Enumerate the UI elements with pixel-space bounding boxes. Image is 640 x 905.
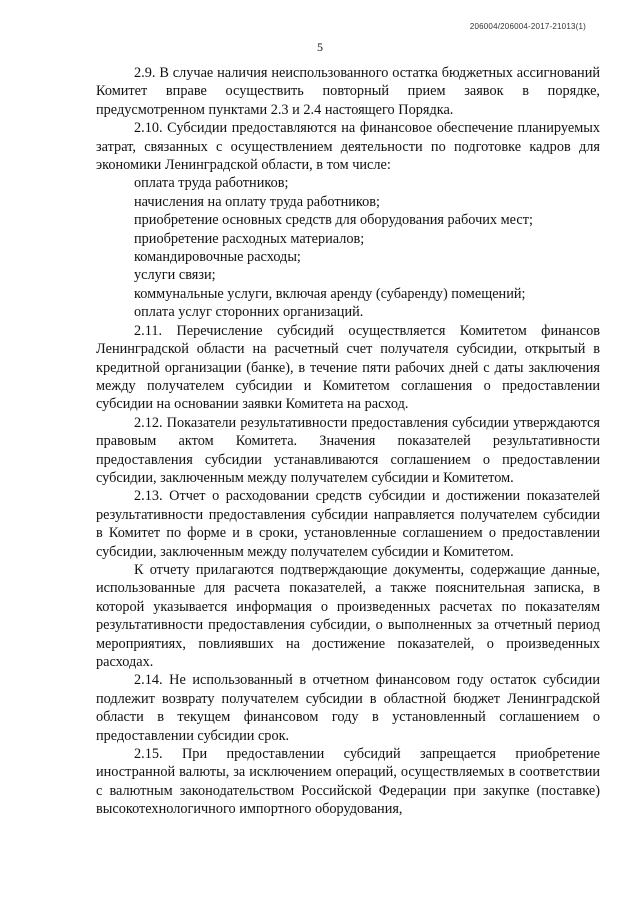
list-item: оплата услуг сторонних организаций. bbox=[134, 304, 364, 321]
paragraph-2-15: 2.15. При предоставлении субсидий запрещается приобретение иностранной валюты, за исключением операций, осуществляемых в соответствии с валютным законодательством Российской Федерации при закупке (поставке) высокотехнологичного импортного оборудования, bbox=[96, 746, 600, 818]
list-item: приобретение основных средств для оборудования рабочих мест; bbox=[134, 212, 533, 229]
document-body bbox=[96, 64, 600, 819]
list-item: услуги связи; bbox=[134, 267, 216, 284]
paragraph-2-10: 2.10. Субсидии предоставляются на финансовое обеспечение планируемых затрат, связанных с осуществлением деятельности по подготовке кадров для экономики Ленинградской области, в том числе: bbox=[96, 120, 600, 174]
list-item: коммунальные услуги, включая аренду (субаренду) помещений; bbox=[134, 285, 526, 302]
list-item: оплата труда работников; bbox=[134, 175, 289, 192]
list-item: командировочные расходы; bbox=[134, 249, 301, 266]
paragraph-report-attachments: К отчету прилагаются подтверждающие документы, содержащие данные, использованные для расчета показателей, а также пояснительная записка, в которой указывается информация о произведенных расчетах по показателям результативности предоставления субсидии, о выполненных за отчетный период мероприятиях, повлиявших на достижение показателей, о произведенных расходах. bbox=[96, 561, 600, 670]
list-item: приобретение расходных материалов; bbox=[134, 230, 365, 247]
paragraph-2-9: 2.9. В случае наличия неиспользованного остатка бюджетных ассигнований Комитет вправе осуществить повторный прием заявок в порядке, предусмотренном пунктами 2.3 и 2.4 настоящего Порядка. bbox=[96, 65, 600, 118]
paragraph-2-14: 2.14. Не использованный в отчетном финансовом году остаток субсидии подлежит возврату получателем субсидии в областной бюджет Ленинградской области в текущем финансовом году в установленный соглашением о предоставлении субсидии срок. bbox=[96, 672, 600, 744]
document-id: 206004/206004-2017-21013(1) bbox=[469, 22, 586, 31]
list-item: начисления на оплату труда работников; bbox=[134, 193, 380, 210]
paragraph-2-11: 2.11. Перечисление субсидий осуществляется Комитетом финансов Ленинградской области на расчетный счет получателя субсидии, открытый в кредитной организации (банке), в течение пяти рабочих дней с даты заключения между получателем субсидии и Комитетом соглашения о предоставлении субсидии на основании заявки Комитета на расход. bbox=[96, 322, 600, 413]
paragraph-2-12: 2.12. Показатели результативности предоставления субсидии утверждаются правовым актом Комитета. Значения показателей результативности предоставления субсидии устанавливаются соглашением о предоставлении субсидии, заключенным между получателем субсидии и Комитетом. bbox=[96, 414, 600, 486]
paragraph-2-13: 2.13. Отчет о расходовании средств субсидии и достижении показателей результативности предоставления субсидии направляется получателем субсидии в Комитет по форме и в сроки, установленные соглашением о предоставлении субсидии, заключенным между получателем субсидии и Комитетом. bbox=[96, 488, 600, 560]
page-number: 5 bbox=[317, 40, 323, 54]
